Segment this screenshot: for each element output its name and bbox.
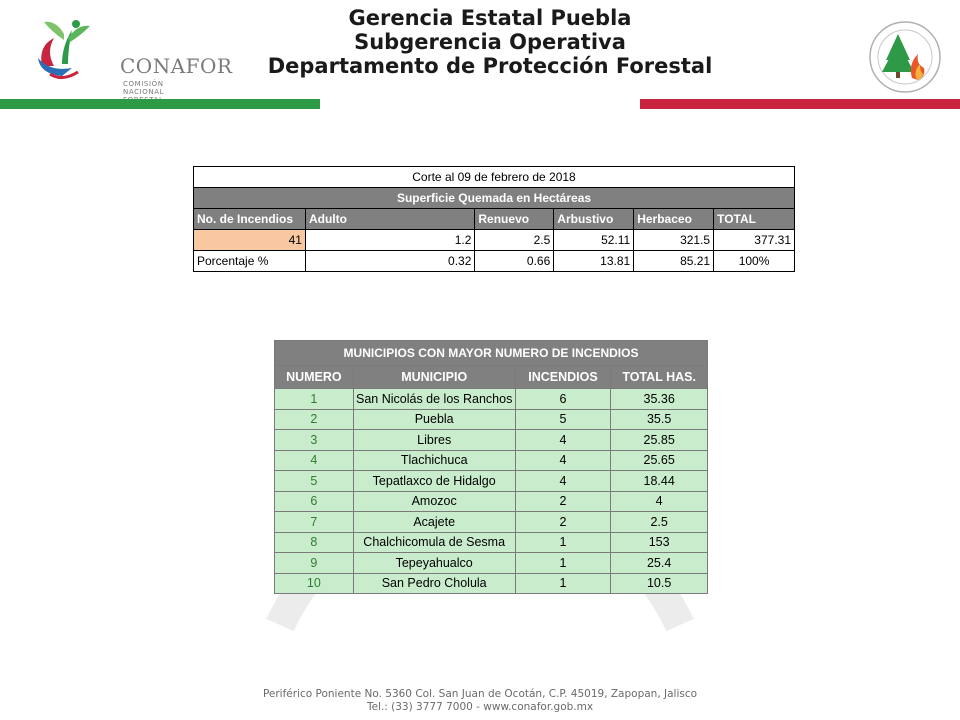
table-row (275, 512, 708, 533)
value-cell: 321.5 (634, 230, 714, 251)
fires-cell: 6 (515, 389, 611, 410)
header-cell: TOTAL (714, 209, 795, 230)
percent-cell: 13.81 (554, 251, 634, 272)
rank-cell: 5 (275, 471, 354, 492)
table-row (275, 573, 708, 594)
summary-values-row (194, 230, 795, 251)
summary-percent-row (194, 251, 795, 272)
header-cell: NUMERO (275, 366, 354, 389)
fires-cell: 1 (515, 573, 611, 594)
header-cell: Adulto (305, 209, 474, 230)
rank-cell: 3 (275, 430, 354, 451)
footer-contact: Tel.: (33) 3777 7000 - www.conafor.gob.mx (366, 701, 594, 714)
table-row (275, 450, 708, 471)
percent-cell: 0.32 (305, 251, 474, 272)
municipality-cell: Tepeyahualco (353, 553, 515, 574)
total-cell: 377.31 (714, 230, 795, 251)
municipality-cell: Chalchicomula de Sesma (353, 532, 515, 553)
header-stripe-red (640, 99, 960, 109)
rank-cell: 9 (275, 553, 354, 574)
rank-cell: 2 (275, 409, 354, 430)
table-row (275, 471, 708, 492)
percent-label: Porcentaje % (194, 251, 306, 272)
header-cell: INCENDIOS (515, 366, 611, 389)
hectares-cell: 2.5 (611, 512, 708, 533)
municipality-cell: Libres (353, 430, 515, 451)
page-footer (0, 688, 960, 714)
fire-prevention-seal-icon (868, 20, 942, 94)
table-row (275, 532, 708, 553)
table-row (275, 430, 708, 451)
municipality-cell: Acajete (353, 512, 515, 533)
rank-cell: 4 (275, 450, 354, 471)
municipalities-title: MUNICIPIOS CON MAYOR NUMERO DE INCENDIOS (275, 341, 708, 366)
municipality-cell: San Nicolás de los Ranchos (353, 389, 515, 410)
header-line-1: Gerencia Estatal Puebla (348, 6, 632, 30)
hectares-cell: 35.5 (611, 409, 708, 430)
conafor-subtitle: COMISIÓN NACIONAL (123, 80, 165, 96)
top-municipalities-table (274, 340, 708, 594)
fires-cell: 5 (515, 409, 611, 430)
cutoff-date: Corte al 09 de febrero de 2018 (194, 167, 795, 188)
hectares-cell: 25.4 (611, 553, 708, 574)
header-line-2: Subgerencia Operativa (354, 30, 626, 55)
table-row (275, 389, 708, 410)
hectares-cell: 4 (611, 491, 708, 512)
municipality-cell: San Pedro Cholula (353, 573, 515, 594)
value-cell: 52.11 (554, 230, 634, 251)
table-row (275, 409, 708, 430)
value-cell: 2.5 (475, 230, 554, 251)
municipality-cell: Tlachichuca (353, 450, 515, 471)
page-header (250, 6, 730, 78)
header-line-3: Departamento de Protección Forestal (267, 54, 713, 79)
hectares-cell: 35.36 (611, 389, 708, 410)
fire-count-cell: 41 (194, 230, 306, 251)
summary-header-row (194, 209, 795, 230)
fires-cell: 2 (515, 491, 611, 512)
header-cell: Arbustivo (554, 209, 634, 230)
fires-cell: 4 (515, 430, 611, 451)
header-cell: Herbaceo (634, 209, 714, 230)
hectares-cell: 25.65 (611, 450, 708, 471)
rank-cell: 6 (275, 491, 354, 512)
rank-cell: 1 (275, 389, 354, 410)
percent-cell: 0.66 (475, 251, 554, 272)
rank-cell: 8 (275, 532, 354, 553)
header-cell: No. de Incendios (194, 209, 306, 230)
hectares-cell: 153 (611, 532, 708, 553)
municipality-cell: Tepatlaxco de Hidalgo (353, 471, 515, 492)
fires-cell: 4 (515, 450, 611, 471)
fires-cell: 2 (515, 512, 611, 533)
fires-cell: 4 (515, 471, 611, 492)
fires-cell: 1 (515, 532, 611, 553)
header-cell: Renuevo (475, 209, 554, 230)
hectares-cell: 10.5 (611, 573, 708, 594)
conafor-wordmark: CONAFOR (120, 54, 233, 78)
fires-cell: 1 (515, 553, 611, 574)
footer-address: Periférico Poniente No. 5360 Col. San Juan de Ocotán, C.P. 45019, Zapopan, Jalisco (262, 688, 698, 700)
table-row (275, 491, 708, 512)
percent-cell: 85.21 (634, 251, 714, 272)
hectares-cell: 18.44 (611, 471, 708, 492)
conafor-emblem-icon (32, 16, 92, 86)
rank-cell: 10 (275, 573, 354, 594)
burned-area-summary-table (193, 166, 795, 272)
hectares-cell: 25.85 (611, 430, 708, 451)
summary-title: Superficie Quemada en Hectáreas (194, 188, 795, 209)
percent-total-cell: 100% (714, 251, 795, 272)
rank-cell: 7 (275, 512, 354, 533)
table-row (275, 553, 708, 574)
value-cell: 1.2 (305, 230, 474, 251)
header-stripe-green (0, 99, 320, 109)
municipalities-header-row (275, 366, 708, 389)
municipality-cell: Amozoc (353, 491, 515, 512)
municipality-cell: Puebla (353, 409, 515, 430)
header-cell: MUNICIPIO (353, 366, 515, 389)
conafor-logo (32, 16, 233, 96)
header-cell: TOTAL HAS. (611, 366, 708, 389)
